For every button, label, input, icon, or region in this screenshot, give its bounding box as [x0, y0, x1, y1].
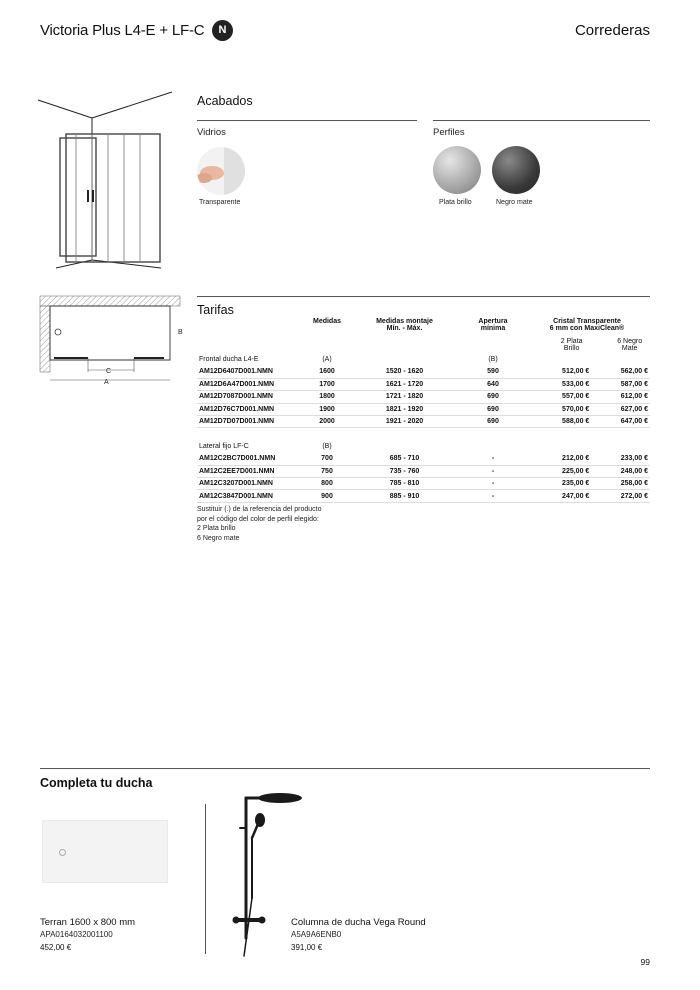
header-apertura — [462, 318, 524, 332]
header-negro-line2: Mate — [621, 345, 638, 352]
header-cristal-line1: Cristal Transparente — [553, 318, 621, 325]
row-ref: AM12C3847D001.NMN — [197, 490, 307, 502]
row-price-plata: 588,00 € — [524, 416, 591, 428]
perfil-plata-swatch — [433, 146, 481, 194]
header-negro-line1: 6 Negro — [617, 338, 643, 345]
row-price-negro: 233,00 € — [591, 453, 650, 465]
row-price-negro: 627,00 € — [591, 403, 650, 415]
row-price-plata: 533,00 € — [524, 378, 591, 390]
row-medida: 750 — [307, 465, 347, 477]
table-color-header-row — [197, 332, 650, 352]
dimension-label-c: C — [106, 368, 112, 375]
row-ref: AM12C3207D001.NMN — [197, 478, 307, 490]
frontal-unit-a: (A) — [322, 355, 332, 363]
header-apertura-line2: mínima — [480, 325, 506, 332]
table-row — [197, 478, 650, 490]
lateral-rows — [197, 453, 650, 503]
tarifas-table — [197, 318, 650, 503]
lateral-section-row — [197, 440, 650, 452]
table-header-row — [197, 318, 650, 332]
table-row — [197, 403, 650, 415]
table-row — [197, 378, 650, 390]
row-montaje: 1721 - 1820 — [347, 391, 462, 403]
table-row — [197, 465, 650, 477]
shower-enclosure-illustration — [36, 90, 176, 270]
row-medida: 700 — [307, 453, 347, 465]
row-apertura: - — [462, 465, 524, 477]
row-apertura: - — [462, 453, 524, 465]
acabados-divider — [197, 120, 417, 121]
tarifas-title: Tarifas — [197, 303, 234, 317]
perfil-label-plata: Plata brillo — [439, 199, 472, 206]
row-montaje: 1621 - 1720 — [347, 378, 462, 390]
row-ref: AM12D7D07D001.NMN — [197, 416, 307, 428]
row-montaje: 1821 - 1920 — [347, 403, 462, 415]
frontal-unit-b: (B) — [488, 355, 498, 363]
row-montaje: 735 - 760 — [347, 465, 462, 477]
row-ref: AM12C2EE7D001.NMN — [197, 465, 307, 477]
dimension-label-a: A — [104, 379, 109, 386]
category-title: Correderas — [574, 22, 650, 39]
row-medida: 1800 — [307, 391, 347, 403]
header-montaje-line1: Medidas montaje — [376, 318, 433, 325]
row-price-negro: 248,00 € — [591, 465, 650, 477]
row-medida: 1600 — [307, 366, 347, 378]
header-apertura-line1: Apertura — [478, 318, 508, 325]
row-price-plata: 570,00 € — [524, 403, 591, 415]
product-1-ref: APA0164032001100 — [40, 930, 113, 939]
row-montaje: 1520 - 1620 — [347, 366, 462, 378]
product-2-ref: A5A9A6ENB0 — [291, 930, 342, 939]
row-price-negro: 587,00 € — [591, 378, 650, 390]
tarifas-divider — [197, 296, 650, 297]
row-medida: 2000 — [307, 416, 347, 428]
note-line-1: Sustituir (.) de la referencia del producto — [197, 506, 322, 513]
product-separator — [205, 804, 206, 954]
acabados-title: Acabados — [197, 94, 253, 108]
row-price-negro: 647,00 € — [591, 416, 650, 428]
new-badge: N — [212, 20, 233, 41]
row-apertura: - — [462, 490, 524, 502]
vidrios-label: Vidrios — [197, 127, 226, 138]
product-2-price: 391,00 € — [291, 943, 323, 952]
row-apertura: 690 — [462, 416, 524, 428]
vidrio-label-transparente: Transparente — [199, 199, 241, 206]
row-apertura: 690 — [462, 391, 524, 403]
complete-title: Completa tu ducha — [40, 776, 153, 790]
row-ref: AM12D6A47D001.NMN — [197, 378, 307, 390]
row-price-negro: 272,00 € — [591, 490, 650, 502]
row-price-plata: 212,00 € — [524, 453, 591, 465]
header-plata-line2: Brillo — [563, 345, 580, 352]
row-apertura: 590 — [462, 366, 524, 378]
perfil-label-negro: Negro mate — [496, 199, 533, 206]
row-price-plata: 247,00 € — [524, 490, 591, 502]
row-price-negro: 612,00 € — [591, 391, 650, 403]
frontal-label: Frontal ducha L4-E — [199, 355, 259, 363]
perfil-negro-swatch — [492, 146, 540, 194]
glass-transparent-swatch — [196, 146, 246, 196]
row-montaje: 885 - 910 — [347, 490, 462, 502]
note-line-2: por el código del color de perfil elegido: — [197, 515, 319, 523]
product-1-name: Terran 1600 x 800 mm — [40, 917, 136, 928]
product-1-price: 452,00 € — [40, 943, 72, 952]
lateral-unit: (B) — [322, 443, 332, 451]
lateral-label: Lateral fijo LF-C — [199, 443, 249, 451]
shower-tray-image — [42, 820, 168, 883]
drain-icon — [59, 849, 66, 856]
row-ref: AM12C2BC7D001.NMN — [197, 453, 307, 465]
header-medidas: Medidas — [312, 318, 341, 325]
note-line-4: 6 Negro mate — [197, 534, 240, 542]
header-cristal — [524, 318, 650, 332]
product-2-name: Columna de ducha Vega Round — [291, 917, 426, 928]
perfiles-label: Perfiles — [433, 127, 465, 138]
row-price-negro: 258,00 € — [591, 478, 650, 490]
row-medida: 800 — [307, 478, 347, 490]
row-medida: 1700 — [307, 378, 347, 390]
note-line-3: 2 Plata brillo — [197, 525, 236, 532]
table-row — [197, 416, 650, 428]
row-apertura: - — [462, 478, 524, 490]
row-price-plata: 512,00 € — [524, 366, 591, 378]
row-apertura: 640 — [462, 378, 524, 390]
row-price-plata: 225,00 € — [524, 465, 591, 477]
row-montaje: 785 - 810 — [347, 478, 462, 490]
frontal-rows — [197, 366, 650, 428]
plan-diagram — [36, 294, 186, 394]
header-montaje — [347, 318, 462, 332]
row-medida: 900 — [307, 490, 347, 502]
row-ref: AM12D6407D001.NMN — [197, 366, 307, 378]
table-row — [197, 490, 650, 502]
row-ref: AM12D76C7D001.NMN — [197, 403, 307, 415]
header-plata — [524, 332, 591, 352]
dimension-label-b: B — [178, 329, 183, 336]
table-row — [197, 391, 650, 403]
header-cristal-line2: 6 mm con MaxiClean® — [549, 325, 625, 332]
page-number: 99 — [640, 957, 650, 967]
header-plata-line1: 2 Plata — [560, 338, 583, 345]
tarifas-note — [197, 505, 322, 543]
header-montaje-line2: Mín. - Máx. — [386, 325, 423, 332]
row-apertura: 690 — [462, 403, 524, 415]
row-price-negro: 562,00 € — [591, 366, 650, 378]
table-row — [197, 366, 650, 378]
perfiles-divider — [433, 120, 650, 121]
header-negro — [591, 332, 650, 352]
row-ref: AM12D7087D001.NMN — [197, 391, 307, 403]
row-price-plata: 557,00 € — [524, 391, 591, 403]
row-montaje: 1921 - 2020 — [347, 416, 462, 428]
complete-divider — [40, 768, 650, 769]
row-montaje: 685 - 710 — [347, 453, 462, 465]
frontal-section-row — [197, 352, 650, 366]
row-price-plata: 235,00 € — [524, 478, 591, 490]
page-title: Victoria Plus L4-E + LF-C — [40, 22, 205, 39]
table-row — [197, 453, 650, 465]
row-medida: 1900 — [307, 403, 347, 415]
